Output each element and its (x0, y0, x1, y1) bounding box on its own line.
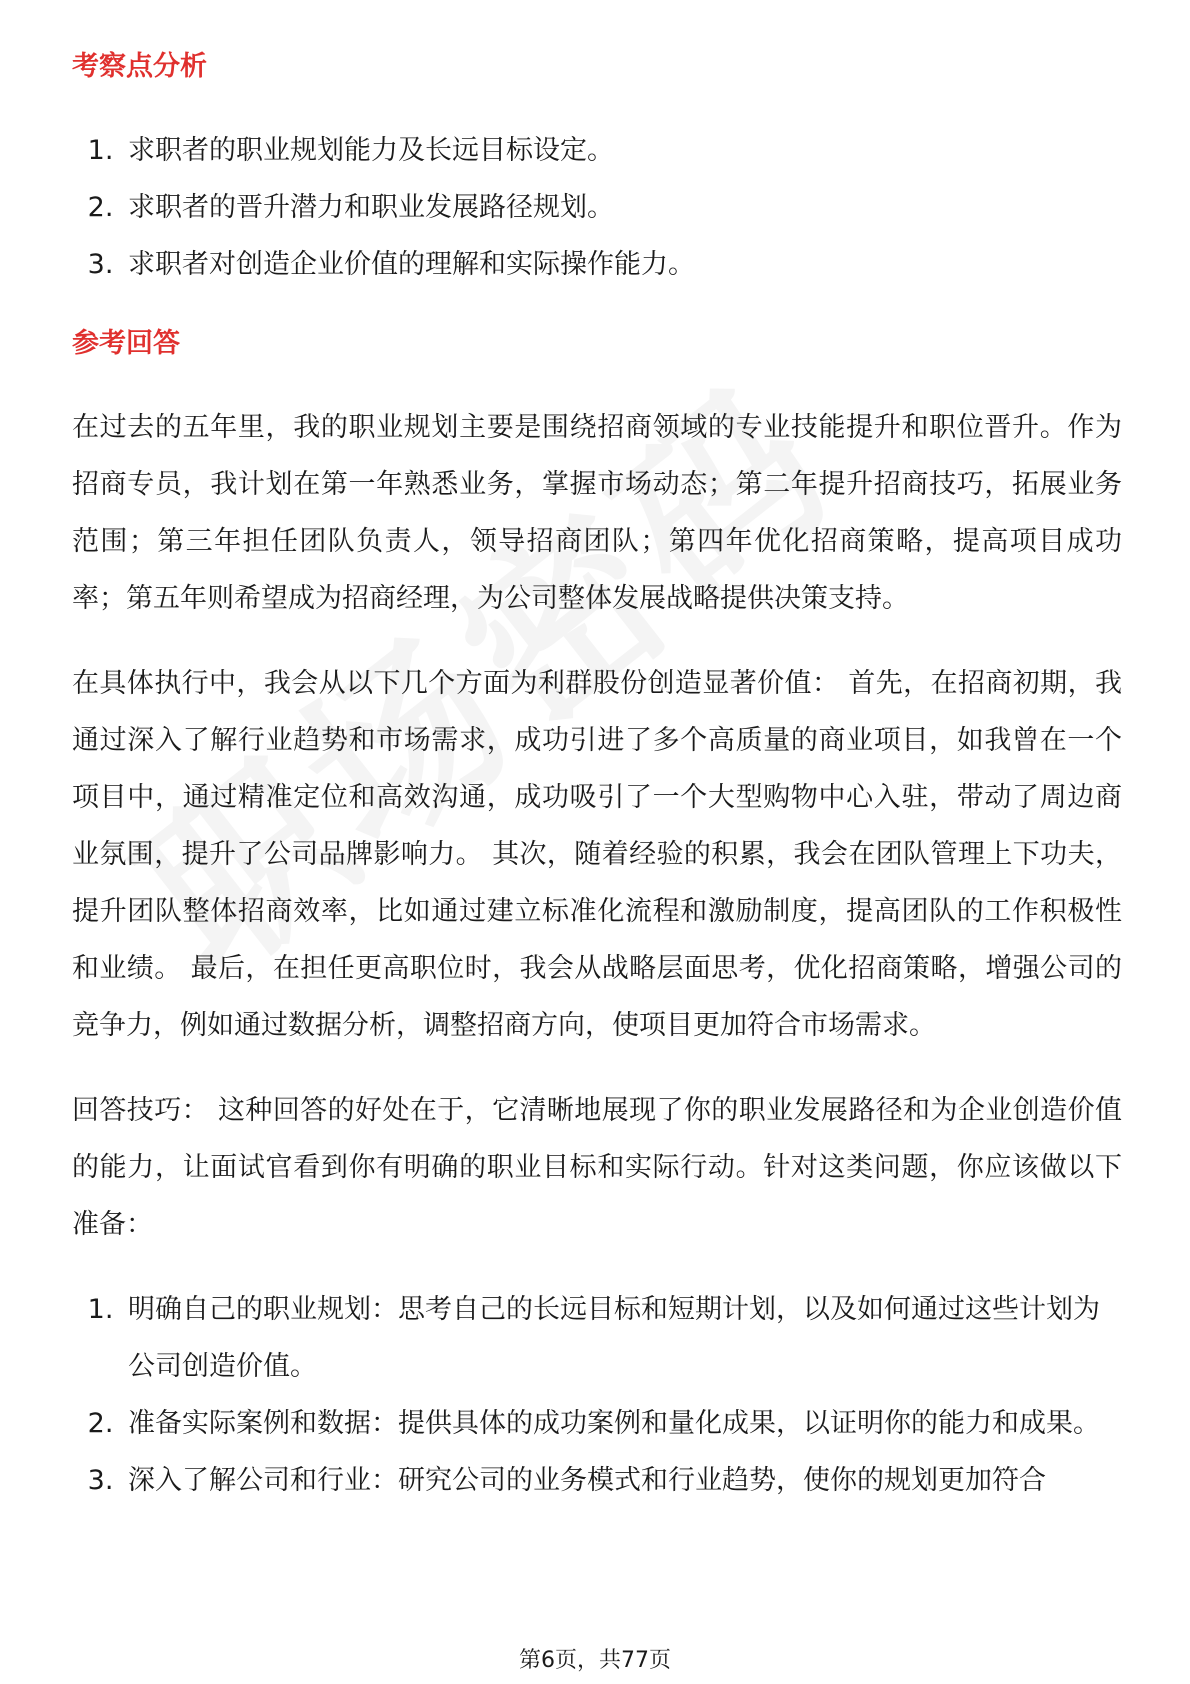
answer-paragraph-2: 在具体执行中，我会从以下几个方面为利群股份创造显著价值： 首先，在招商初期，我通过深入了解行业趋势和市场需求，成功引进了多个高质量的商业项目，如我曾在一个项目中，通过精准定位和高效沟通，成功吸引了一个大型购物中心入驻，带动了周边商业氛围，提升了公司品牌影响力。 其次，随着经验的积累，我会在团队管理上下功夫，提升团队整体招商效率，比如通过建立标准化流程和激励制度，提高团队的工作积极性和业绩。 最后，在担任更高职位时，我会从战略层面思考，优化招商策略，增强公司的竞争力，例如通过数据分析，调整招商方向，使项目更加符合市场需求。 (72, 667, 1122, 1041)
answer-tips-intro: 回答技巧： 这种回答的好处在于，它清晰地展现了你的职业发展路径和为企业创造价值的能力，让面试官看到你有明确的职业目标和实际行动。针对这类问题，你应该做以下准备： (72, 1094, 1122, 1240)
list-item: 1. 求职者的职业规划能力及长远目标设定。 (122, 122, 1122, 179)
list-item: 1. 明确自己的职业规划：思考自己的长远目标和短期计划，以及如何通过这些计划为公司创造价值。 (122, 1281, 1122, 1395)
section-title-analysis: 考察点分析 (72, 51, 207, 82)
document-body (72, 48, 1122, 1509)
answer-paragraph-1: 在过去的五年里，我的职业规划主要是围绕招商领域的专业技能提升和职位晋升。作为招商专员，我计划在第一年熟悉业务，掌握市场动态；第二年提升招商技巧，拓展业务范围；第三年担任团队负责人，领导招商团队；第四年优化招商策略，提高项目成功率；第五年则希望成为招商经理，为公司整体发展战略提供决策支持。 (72, 411, 1122, 614)
section-title-answer: 参考回答 (72, 327, 180, 359)
analysis-list (72, 122, 1122, 293)
list-item: 2. 求职者的晋升潜力和职业发展路径规划。 (122, 179, 1122, 236)
page-number: 第6页，共77页 (519, 1648, 671, 1673)
tips-list (72, 1281, 1122, 1509)
list-item: 2. 准备实际案例和数据：提供具体的成功案例和量化成果，以证明你的能力和成果。 (122, 1395, 1122, 1452)
list-item: 3. 求职者对创造企业价值的理解和实际操作能力。 (122, 236, 1122, 293)
list-item: 3. 深入了解公司和行业：研究公司的业务模式和行业趋势，使你的规划更加符合 (122, 1452, 1122, 1509)
